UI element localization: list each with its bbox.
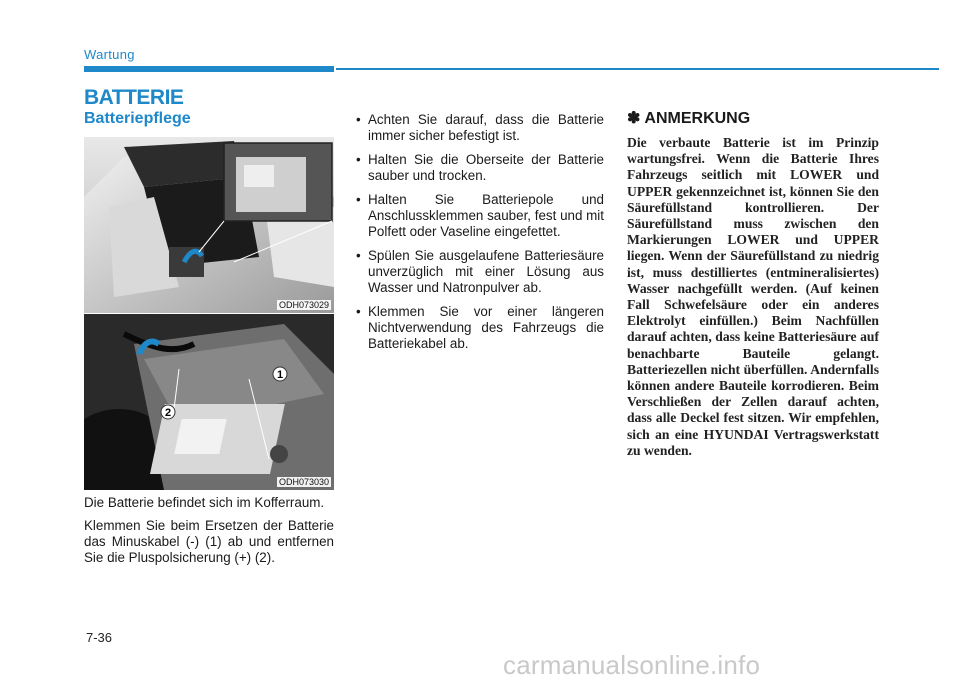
- bullet: •: [356, 112, 361, 127]
- note-box: [627, 108, 879, 459]
- section-subtitle: Batteriepflege: [84, 110, 191, 127]
- list-item: • Halten Sie die Oberseite der Batterie sauber und trocken.: [356, 152, 604, 183]
- page-number: 7-36: [86, 630, 113, 645]
- marker-1: 1: [276, 369, 284, 381]
- paragraph: Die Batterie befindet sich im Kofferraum.: [84, 495, 325, 510]
- note-star-icon: ✽: [627, 110, 641, 127]
- list-item: • Achten Sie darauf, dass die Batterie immer sicher befestigt ist.: [356, 112, 604, 143]
- page-title: BATTERIE: [84, 86, 184, 109]
- paragraph: Klemmen Sie beim Ersetzen der Batterie das Minuskabel (-) (1) ab und entfernen Sie die Pluspolsicherung (+) (2).: [84, 518, 334, 565]
- bullet-list: [356, 112, 604, 352]
- care-instructions: [356, 112, 604, 360]
- bullet: •: [356, 192, 361, 207]
- photo-caption: ODH073030: [278, 477, 329, 487]
- trunk-photo: [84, 137, 334, 313]
- photo-caption: ODH073029: [278, 300, 329, 310]
- header-rule-thick: [84, 66, 334, 72]
- bullet: •: [356, 248, 361, 263]
- section-label: Wartung: [84, 47, 135, 62]
- battery-photo: [84, 314, 334, 490]
- bullet: •: [356, 152, 361, 167]
- marker-2: 2: [164, 407, 172, 419]
- note-heading: ✽ ANMERKUNG: [627, 110, 751, 127]
- note-body: Die verbaute Batterie ist im Prinzip wartungsfrei. Wenn die Batterie Ihres Fahrzeugs seitlich mit LOWER und UPPER gekennzeichnet ist, können Sie den Säurefüllstand kontrollieren. Der Säurefüllstand muss zwischen den Markierungen LOWER und UPPER liegen. Wenn der Säurefüllstand zu niedrig ist, muss destilliertes (entmineralisiertes) Wasser nachgefüllt werden. (Auf keinen Fall Schwefelsäure oder ein anderes Elektrolyt einfüllen.) Beim Nachfüllen darauf achten, dass keine Batteriesäure auf benachbarte Bauteile gelangt. Batteriezellen nicht überfüllen. Andernfalls können andere Bauteile korrodieren. Beim Verschließen der Zellen darauf achten, dass alle Deckel fest sitzen. Wir empfehlen, sich an eine HYUNDAI Vertragswerkstatt zu wenden.: [627, 135, 879, 458]
- bullet: •: [356, 304, 361, 319]
- list-item: • Halten Sie Batteriepole und Anschlussklemmen sauber, fest und mit Polfett oder Vaseline eingefettet.: [356, 192, 604, 239]
- list-item: • Klemmen Sie vor einer längeren Nichtverwendung des Fahrzeugs die Batteriekabel ab.: [356, 304, 604, 351]
- header-rule-thin: [336, 68, 939, 70]
- watermark: carmanualsonline.info: [503, 650, 761, 680]
- list-item: • Spülen Sie ausgelaufene Batteriesäure unverzüglich mit einer Lösung aus Wasser und Natronpulver ab.: [356, 248, 604, 295]
- battery-location-text: [84, 495, 334, 573]
